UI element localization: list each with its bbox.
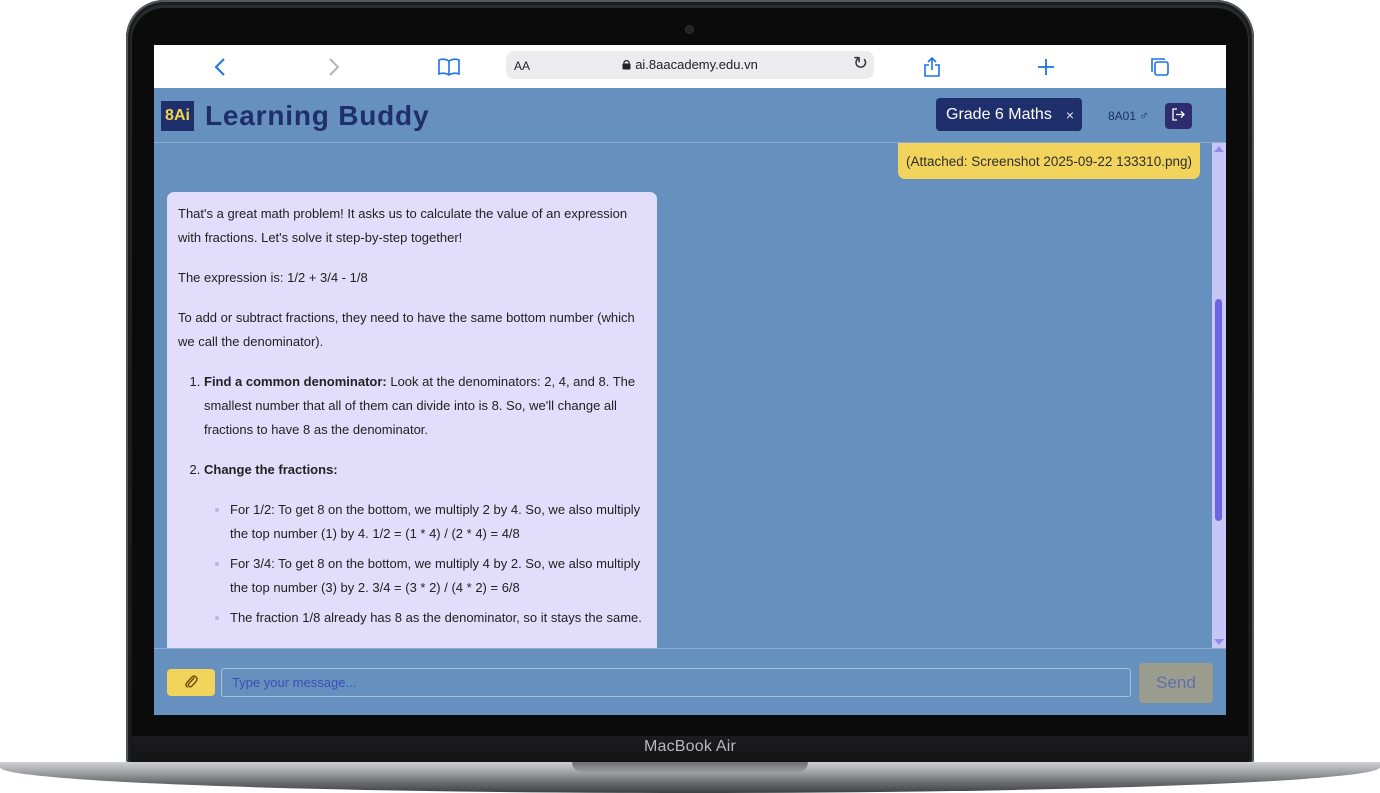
bullet-list bbox=[204, 498, 647, 630]
text-size-button[interactable]: AA bbox=[514, 59, 531, 73]
step-heading: Change the fractions: bbox=[204, 462, 338, 477]
subject-chip[interactable] bbox=[936, 98, 1082, 131]
app-header bbox=[154, 88, 1226, 143]
send-button[interactable]: Send bbox=[1139, 663, 1213, 703]
browser-toolbar bbox=[154, 45, 1226, 89]
paperclip-icon bbox=[184, 673, 198, 692]
bot-paragraph: That's a great math problem! It asks us to calculate the value of an expression with fractions. Let's solve it step-by-step together! bbox=[178, 206, 628, 245]
gender-icon: ♂ bbox=[1139, 108, 1149, 123]
address-bar[interactable] bbox=[506, 51, 874, 79]
bot-paragraph: To add or subtract fractions, they need to have the same bottom number (which we call the denominator). bbox=[178, 310, 635, 349]
logout-button[interactable] bbox=[1165, 103, 1192, 129]
close-icon[interactable]: × bbox=[1065, 106, 1075, 123]
lock-icon bbox=[622, 58, 631, 73]
bullet-item: • For 3/4: To get 8 on the bottom, we multiply 4 by 2. So, we also multiply the top number (3) by 2. 3/4 = (3 * 2) / (4 * 2) = 6/8 bbox=[230, 552, 647, 600]
attach-button[interactable] bbox=[167, 669, 215, 696]
chat-area bbox=[154, 143, 1226, 648]
scroll-down-icon[interactable] bbox=[1214, 639, 1224, 645]
chevron-right-icon[interactable] bbox=[319, 52, 349, 82]
step-heading: Find a common denominator: bbox=[204, 374, 387, 389]
step-item bbox=[204, 370, 647, 442]
steps-list bbox=[178, 370, 647, 630]
scroll-up-icon[interactable] bbox=[1214, 146, 1224, 152]
step-text: Look at the denominators: 2, 4, and 8. The smallest number that all of them can divide into is 8. So, we'll change all fractions to have 8 as the denominator. bbox=[204, 374, 636, 437]
app-title: Learning Buddy bbox=[205, 100, 430, 131]
screen bbox=[154, 45, 1226, 715]
url-text: ai.8aacademy.edu.vn bbox=[635, 57, 758, 72]
tabs-icon[interactable] bbox=[1145, 52, 1175, 82]
plus-icon[interactable] bbox=[1031, 52, 1061, 82]
device-label: MacBook Air bbox=[643, 738, 736, 755]
share-icon[interactable] bbox=[917, 52, 947, 82]
user-message: (Attached: Screenshot 2025-09-22 133310.png) bbox=[898, 143, 1200, 179]
bot-message bbox=[167, 192, 657, 648]
reload-icon[interactable]: ↻ bbox=[852, 53, 868, 73]
scrollbar-thumb[interactable] bbox=[1215, 299, 1222, 521]
app-logo: 8Ai bbox=[161, 101, 194, 131]
bot-paragraph: The expression is: 1/2 + 3/4 - 1/8 bbox=[178, 270, 368, 285]
bullet-item: • For 1/2: To get 8 on the bottom, we multiply 2 by 4. So, we also multiply the top number (1) by 4. 1/2 = (1 * 4) / (2 * 4) = 4/8 bbox=[230, 498, 647, 546]
step-item bbox=[204, 458, 647, 630]
message-input[interactable] bbox=[221, 668, 1131, 697]
message-composer bbox=[154, 648, 1226, 715]
camera bbox=[686, 26, 693, 33]
chevron-left-icon[interactable] bbox=[205, 52, 235, 82]
laptop-notch bbox=[572, 762, 808, 772]
chat-scrollbar[interactable] bbox=[1212, 143, 1226, 648]
user-id: 8A01 bbox=[1108, 109, 1137, 123]
book-icon[interactable] bbox=[434, 52, 464, 82]
subject-label: Grade 6 Maths bbox=[946, 105, 1052, 123]
bullet-item: • The fraction 1/8 already has 8 as the denominator, so it stays the same. bbox=[230, 606, 647, 630]
logout-icon bbox=[1172, 108, 1185, 124]
